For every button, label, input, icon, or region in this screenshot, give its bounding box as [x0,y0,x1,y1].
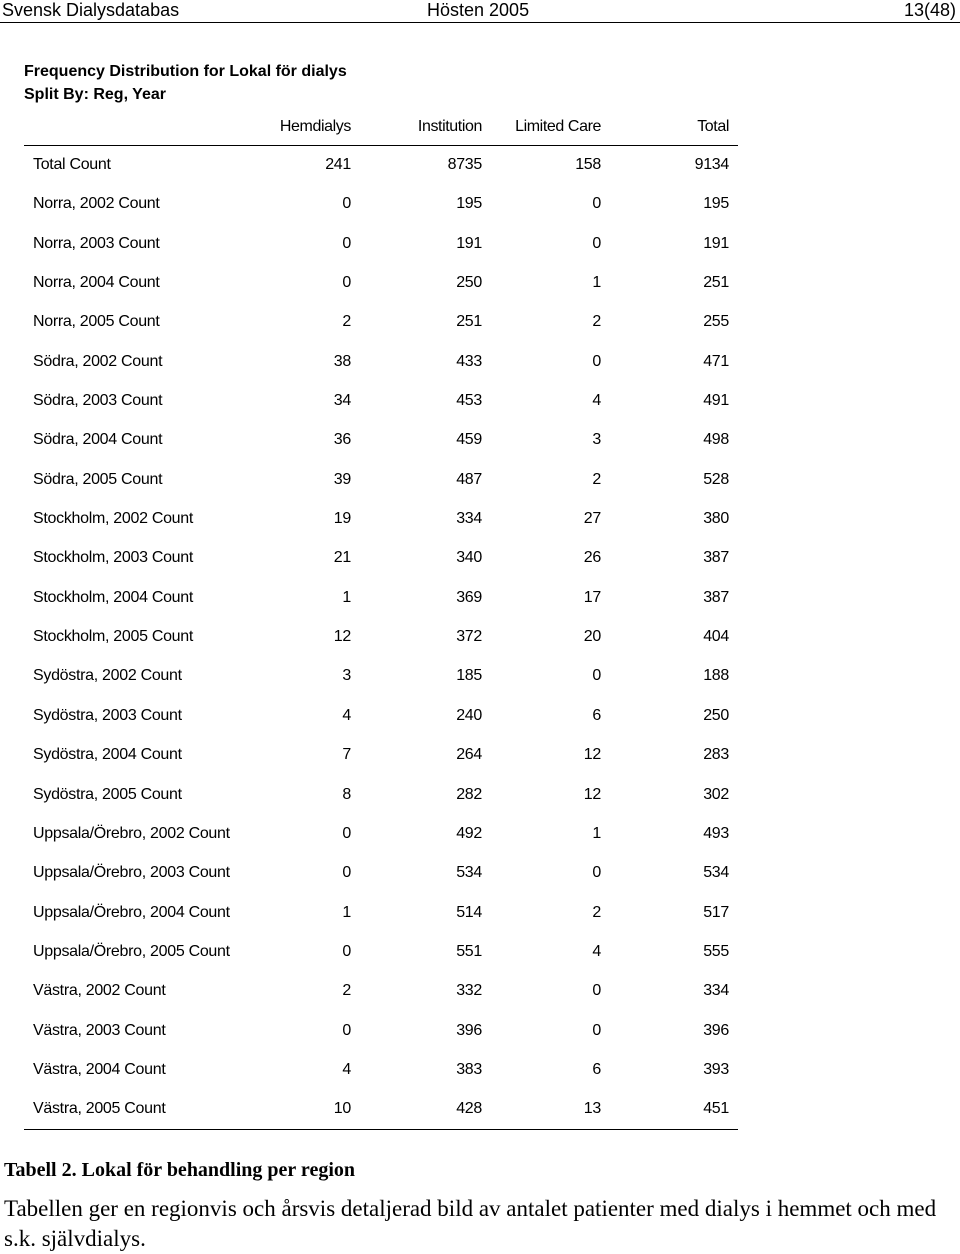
cell-value: 6 [592,706,601,724]
cell-value: 241 [325,156,351,173]
table-row [0,1021,960,1060]
column-header-hemdialys: Hemdialys [279,118,351,135]
table-top-rule [24,145,738,146]
row-label: Västra, 2002 Count [33,982,166,1000]
table-row [0,273,960,312]
cell-value: 0 [342,234,351,252]
cell-value: 0 [592,1021,601,1039]
table-caption: Tabell 2. Lokal för behandling per region [4,1159,356,1181]
cell-value: 0 [592,234,601,252]
document-title: Svensk Dialysdatabas [2,0,180,20]
row-label: Norra, 2004 Count [33,274,160,292]
cell-value: 404 [703,628,729,646]
cell-value: 471 [703,352,729,370]
cell-value: 555 [703,942,729,960]
cell-value: 0 [592,864,601,882]
cell-value: 380 [703,510,729,528]
cell-value: 0 [342,864,351,882]
cell-value: 38 [333,352,351,370]
table-row [0,312,960,351]
cell-value: 195 [456,195,482,213]
cell-value: 12 [583,785,601,803]
row-label: Västra, 2004 Count [33,1060,166,1078]
cell-value: 255 [703,313,729,331]
table-row [0,824,960,863]
row-label: Norra, 2005 Count [33,313,160,331]
cell-value: 451 [703,1100,729,1118]
cell-value: 1 [342,903,351,921]
cell-value: 0 [342,942,351,960]
table-row [0,430,960,469]
row-label: Stockholm, 2005 Count [33,628,194,646]
table-row [0,903,960,942]
table-row [0,863,960,902]
cell-value: 8735 [447,156,482,173]
page-header [0,0,960,23]
row-label: Sydöstra, 2002 Count [33,667,182,685]
row-label: Uppsala/Örebro, 2002 Count [33,824,230,842]
cell-value: 12 [583,746,601,764]
cell-value: 491 [703,392,729,410]
table-row [0,509,960,548]
cell-value: 17 [583,588,601,606]
period-label: Hösten 2005 [427,0,530,20]
cell-value: 0 [342,824,351,842]
cell-value: 393 [703,1060,729,1078]
cell-value: 3 [342,667,351,685]
table-row [0,627,960,666]
cell-value: 20 [583,628,601,646]
cell-value: 264 [456,746,482,764]
cell-value: 34 [333,392,351,410]
cell-value: 251 [703,274,729,292]
table-row [0,706,960,745]
table-row [0,1099,960,1138]
cell-value: 1 [592,274,601,292]
row-label: Västra, 2005 Count [33,1100,166,1118]
table-row [0,942,960,981]
row-label: Stockholm, 2002 Count [33,510,194,528]
cell-value: 1 [342,588,351,606]
cell-value: 2 [342,982,351,1000]
cell-value: 283 [703,746,729,764]
cell-value: 191 [456,234,482,252]
table-row [0,352,960,391]
cell-value: 534 [703,864,729,882]
row-label: Uppsala/Örebro, 2003 Count [33,864,230,882]
row-label: Södra, 2005 Count [33,470,163,488]
cell-value: 27 [583,510,601,528]
cell-value: 0 [592,352,601,370]
report-title: Frequency Distribution for Lokal för dialys [24,63,347,80]
cell-value: 514 [456,903,482,921]
cell-value: 517 [703,903,729,921]
cell-value: 6 [592,1060,601,1078]
cell-value: 487 [456,470,482,488]
cell-value: 372 [456,628,482,646]
cell-value: 2 [342,313,351,331]
cell-value: 0 [592,667,601,685]
cell-value: 188 [703,667,729,685]
cell-value: 0 [592,982,601,1000]
cell-value: 302 [703,785,729,803]
cell-value: 453 [456,392,482,410]
cell-value: 0 [592,195,601,213]
cell-value: 0 [342,274,351,292]
cell-value: 2 [592,470,601,488]
cell-value: 12 [333,628,351,646]
row-label: Södra, 2002 Count [33,352,163,370]
table-row [0,194,960,233]
cell-value: 383 [456,1060,482,1078]
table-row [0,981,960,1020]
cell-value: 1 [592,824,601,842]
cell-value: 250 [703,706,729,724]
cell-value: 9134 [694,156,729,173]
cell-value: 428 [456,1100,482,1118]
cell-value: 332 [456,982,482,1000]
row-label: Södra, 2004 Count [33,431,163,449]
row-label: Sydöstra, 2005 Count [33,785,182,803]
row-label: Södra, 2003 Count [33,392,163,410]
cell-value: 191 [703,234,729,252]
cell-value: 459 [456,431,482,449]
cell-value: 340 [456,549,482,567]
table-header [0,117,960,137]
row-label: Uppsala/Örebro, 2004 Count [33,903,230,921]
cell-value: 498 [703,431,729,449]
row-label: Norra, 2003 Count [33,234,160,252]
page-number: 13(48) [903,0,956,20]
cell-value: 185 [456,667,482,685]
cell-value: 433 [456,352,482,370]
row-label: Stockholm, 2004 Count [33,588,194,606]
table-row [0,1060,960,1099]
cell-value: 528 [703,470,729,488]
cell-value: 4 [342,706,351,724]
cell-value: 39 [333,470,351,488]
cell-value: 13 [583,1100,601,1118]
cell-value: 551 [456,942,482,960]
cell-value: 492 [456,824,482,842]
cell-value: 334 [456,510,482,528]
report-subtitle: Split By: Reg, Year [24,86,166,103]
table-row [0,745,960,784]
cell-value: 158 [575,156,601,173]
cell-value: 251 [456,313,482,331]
row-label: Total Count [33,156,111,173]
table-row [0,470,960,509]
cell-value: 2 [592,903,601,921]
cell-value: 2 [592,313,601,331]
cell-value: 19 [333,510,351,528]
cell-value: 493 [703,824,729,842]
row-label: Stockholm, 2003 Count [33,549,194,567]
table-body [0,155,960,1139]
cell-value: 26 [583,549,601,567]
cell-value: 396 [456,1021,482,1039]
cell-value: 396 [703,1021,729,1039]
row-label: Norra, 2002 Count [33,195,160,213]
cell-value: 387 [703,588,729,606]
column-header-institution: Institution [417,118,482,135]
cell-value: 3 [592,431,601,449]
cell-value: 8 [342,785,351,803]
table-row [0,666,960,705]
cell-value: 387 [703,549,729,567]
cell-value: 36 [333,431,351,449]
table-row [0,785,960,824]
row-label: Sydöstra, 2004 Count [33,746,182,764]
cell-value: 0 [342,1021,351,1039]
row-label: Västra, 2003 Count [33,1021,166,1039]
row-label: Sydöstra, 2003 Count [33,706,182,724]
table-row [0,391,960,430]
cell-value: 10 [333,1100,351,1118]
table-row [0,234,960,273]
cell-value: 4 [342,1060,351,1078]
cell-value: 334 [703,982,729,1000]
cell-value: 4 [592,392,601,410]
cell-value: 21 [333,549,351,567]
cell-value: 240 [456,706,482,724]
table-row [0,588,960,627]
cell-value: 534 [456,864,482,882]
body-paragraph: Tabellen ger en regionvis och årsvis detaljerad bild av antalet patienter med dialys i hemmet och med s.k. självdialys. [4,1196,937,1251]
cell-value: 369 [456,588,482,606]
table-row [0,155,960,194]
row-label: Uppsala/Örebro, 2005 Count [33,942,230,960]
cell-value: 7 [342,746,351,764]
cell-value: 282 [456,785,482,803]
column-header-total: Total [697,118,729,135]
table-row [0,548,960,587]
table-bottom-rule [24,1129,738,1130]
column-header-limited-care: Limited Care [515,118,601,135]
cell-value: 195 [703,195,729,213]
cell-value: 0 [342,195,351,213]
cell-value: 250 [456,274,482,292]
cell-value: 4 [592,942,601,960]
